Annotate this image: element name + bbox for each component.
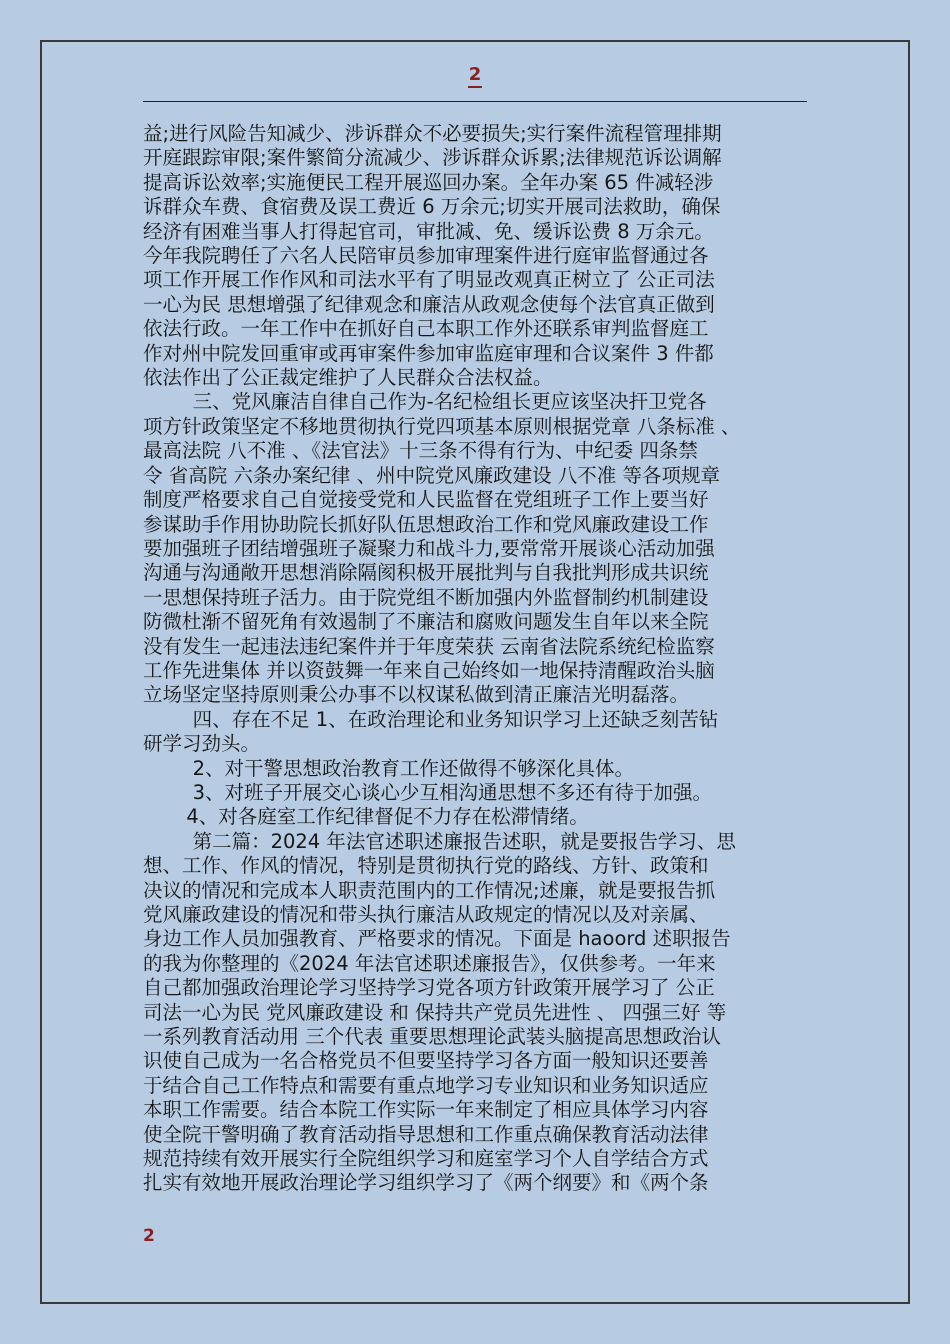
text-line: 2、对干警思想政治教育工作还做得不够深化具体。 [143,756,634,780]
text-line: 项方针政策坚定不移地贯彻执行党四项基本原则根据党章 八条标准 、 [143,414,741,438]
text-line: 诉群众车费、食宿费及误工费近 6 万余元;切实开展司法救助，确保 [143,195,721,219]
text-line: 决议的情况和完成本人职责范围内的工作情况;述廉，就是要报告抓 [143,878,716,902]
text-line: 防微杜渐不留死角有效遏制了不廉洁和腐败问题发生自年以来全院 [143,610,709,634]
text-line: 益;进行风险告知减少、涉诉群众不必要损失;实行案件流程管理排期 [143,122,722,145]
text-line: 第二篇：2024 年法官述职述廉报告述职，就是要报告学习、思 [143,829,736,853]
text-line: 工作先进集体 并以资鼓舞一年来自己始终如一地保持清醒政治头脑 [143,658,715,682]
text-line: 识使自己成为一名合格党员不但要坚持学习各方面一般知识还要善 [143,1049,709,1073]
text-line: 制度严格要求自己自觉接受党和人民监督在党组班子工作上要当好 [143,488,709,512]
text-line: 的我为你整理的《2024 年法官述职述廉报告》，仅供参考。一年来 [143,951,716,975]
text-line: 参谋助手作用协助院长抓好队伍思想政治工作和党风廉政建设工作 [143,512,709,536]
text-line: 3、对班子开展交心谈心少互相沟通思想不多还有待于加强。 [143,780,712,804]
text-line: 沟通与沟通敞开思想消除隔阂积极开展批判与自我批判形成共识统 [143,561,709,585]
text-line: 一系列教育活动用 三个代表 重要思想理论武装头脑提高思想政治认 [143,1025,721,1049]
text-line: 研学习劲头。 [143,732,261,756]
text-line: 自己都加强政治理论学习坚持学习党各项方针政策开展学习了 公正 [143,976,715,1000]
text-line: 使全院干警明确了教育活动指导思想和工作重点确保教育活动法律 [143,1122,709,1146]
text-line: 立场坚定坚持原则秉公办事不以权谋私做到清正廉洁光明磊落。 [143,683,690,707]
text-line: 党风廉政建设的情况和带头执行廉洁从政规定的情况以及对亲属、 [143,903,709,926]
text-line: 规范持续有效开展实行全院组织学习和庭室学习个人自学结合方式 [143,1147,709,1171]
header-page-number: 2 [0,64,950,85]
text-line: 最高法院 八不准 、《法官法》十三条不得有行为、中纪委 四条禁 [143,439,698,463]
text-line: 4、对各庭室工作纪律督促不力存在松滞情绪。 [143,805,589,829]
text-line: 三、党风廉洁自律自己作为-名纪检组长更应该坚决扞卫党各 [143,390,707,414]
text-line: 没有发生一起违法违纪案件并于年度荣获 云南省法院系统纪检监察 [143,634,715,658]
text-line: 本职工作需要。结合本院工作实际一年来制定了相应具体学习内容 [143,1098,709,1122]
text-line: 项工作开展工作作风和司法水平有了明显改观真正树立了 公正司法 [143,268,715,292]
text-line: 今年我院聘任了六名人民陪审员参加审理案件进行庭审监督通过各 [143,244,709,268]
text-line: 身边工作人员加强教育、严格要求的情况。下面是 haoord 述职报告 [143,927,731,951]
text-line: 司法一心为民 党风廉政建设 和 保持共产党员先进性 、 四强三好 等 [143,1000,727,1024]
text-line: 想、工作、作风的情况，特别是贯彻执行党的路线、方针、政策和 [143,854,709,878]
text-line: 依法行政。一年工作中在抓好自己本职工作外还联系审判监督庭工 [143,317,709,341]
text-line: 作对州中院发回重审或再审案件参加审监庭审理和合议案件 3 件都 [143,341,714,365]
text-line: 一思想保持班子活力。由于院党组不断加强内外监督制约机制建设 [143,585,709,609]
text-line: 扎实有效地开展政治理论学习组织学习了《两个纲要》和《两个条 [143,1171,709,1195]
text-line: 依法作出了公正裁定维护了人民群众合法权益。 [143,366,553,390]
text-line: 要加强班子团结增强班子凝聚力和战斗力,要常常开展谈心活动加强 [143,536,715,560]
text-line: 一心为民 思想增强了纪律观念和廉洁从政观念使每个法官真正做到 [143,292,715,316]
text-line: 令 省高院 六条办案纪律 、州中院党风廉政建设 八不准 等各项规章 [143,463,720,487]
text-line: 经济有困难当事人打得起官司，审批减、免、缓诉讼费 8 万余元。 [143,219,714,243]
text-line: 于结合自己工作特点和需要有重点地学习专业知识和业务知识适应 [143,1073,709,1097]
footer-page-number: 2 [143,1226,155,1246]
text-line: 四、存在不足 1、在政治理论和业务知识学习上还缺乏刻苦钻 [143,707,719,731]
document-body [143,122,811,1196]
text-line: 提高诉讼效率;实施便民工程开展巡回办案。全年办案 65 件减轻涉 [143,170,714,194]
header-divider [143,101,807,102]
text-line: 开庭跟踪审限;案件繁简分流减少、涉诉群众诉累;法律规范诉讼调解 [143,146,722,170]
